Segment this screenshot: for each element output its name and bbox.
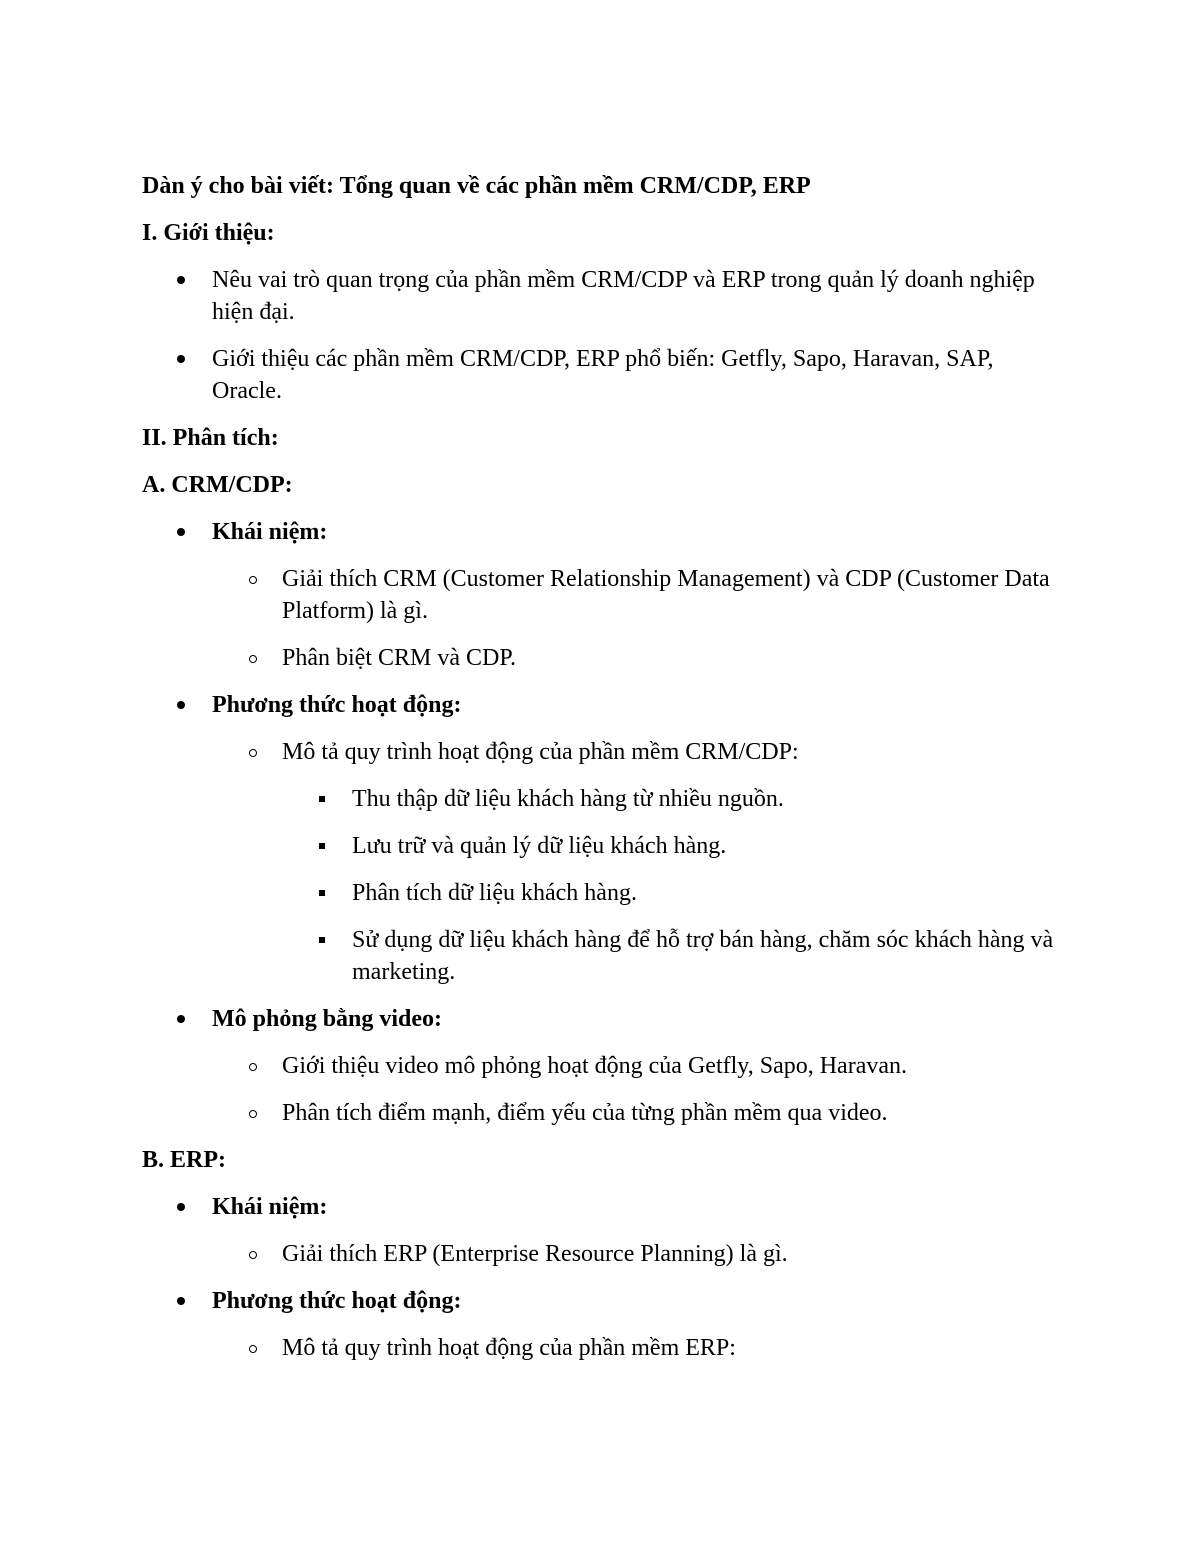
subsection-a-list (142, 516, 1062, 1129)
list-item: Mô tả quy trình hoạt động của phần mềm ERP: (212, 1332, 1062, 1364)
operation-sublist (212, 736, 1062, 988)
document-title: Dàn ý cho bài viết: Tổng quan về các phần mềm CRM/CDP, ERP (142, 173, 811, 199)
list-item: Giải thích ERP (Enterprise Resource Planning) là gì. (212, 1238, 1062, 1270)
subsection-a-heading: A. CRM/CDP: (142, 472, 293, 498)
step-item: Lưu trữ và quản lý dữ liệu khách hàng. (282, 830, 1062, 862)
list-item: Giải thích CRM (Customer Relationship Management) và CDP (Customer Data Platform) là gì. (212, 563, 1062, 627)
list-item: Nêu vai trò quan trọng của phần mềm CRM/CDP và ERP trong quản lý doanh nghiệp hiện đại. (142, 264, 1062, 328)
operation-steps (282, 783, 1062, 988)
section-2-heading: II. Phân tích: (142, 425, 279, 451)
list-item: Mô tả quy trình hoạt động của phần mềm CRM/CDP: Thu thập dữ liệu khách hàng từ nhiều nguồn. Lưu trữ và quản lý dữ liệu khách hàng. Phân tích dữ liệu khách hàng. Sử dụng dữ liệu khách hàng để hỗ trợ bán hàng, chăm sóc khách hàng và marketing. (212, 736, 1062, 988)
video-item: Mô phỏng bằng video: Giới thiệu video mô phỏng hoạt động của Getfly, Sapo, Haravan. Phân tích điểm mạnh, điểm yếu của từng phần mềm qua video. (142, 1003, 1062, 1129)
step-item: Phân tích dữ liệu khách hàng. (282, 877, 1062, 909)
list-item: Phân biệt CRM và CDP. (212, 642, 1062, 674)
video-sublist (212, 1050, 1062, 1129)
step-item: Thu thập dữ liệu khách hàng từ nhiều nguồn. (282, 783, 1062, 815)
operation-sublist (212, 1332, 1062, 1364)
list-item: Phân tích điểm mạnh, điểm yếu của từng phần mềm qua video. (212, 1097, 1062, 1129)
subsection-b-list (142, 1191, 1062, 1364)
concept-item: Khái niệm: Giải thích CRM (Customer Relationship Management) và CDP (Customer Data Platform) là gì. Phân biệt CRM và CDP. (142, 516, 1062, 674)
section-1-heading: I. Giới thiệu: (142, 220, 275, 246)
list-item: Giới thiệu các phần mềm CRM/CDP, ERP phổ biến: Getfly, Sapo, Haravan, SAP, Oracle. (142, 343, 1062, 407)
step-item: Sử dụng dữ liệu khách hàng để hỗ trợ bán hàng, chăm sóc khách hàng và marketing. (282, 924, 1062, 988)
operation-item: Phương thức hoạt động: Mô tả quy trình hoạt động của phần mềm ERP: (142, 1285, 1062, 1364)
concept-item: Khái niệm: Giải thích ERP (Enterprise Resource Planning) là gì. (142, 1191, 1062, 1270)
operation-item: Phương thức hoạt động: Mô tả quy trình hoạt động của phần mềm CRM/CDP: Thu thập dữ liệu khách hàng từ nhiều nguồn. Lưu trữ và quản lý dữ liệu khách hàng. Phân tích dữ liệu khách hàng. Sử dụng dữ liệu khách hàng để hỗ trợ bán hàng, chăm sóc khách hàng và marketing. (142, 689, 1062, 988)
subsection-b-heading: B. ERP: (142, 1147, 226, 1173)
concept-sublist (212, 1238, 1062, 1270)
document-page (142, 170, 1062, 1379)
section-1-list (142, 264, 1062, 407)
concept-sublist (212, 563, 1062, 674)
list-item: Giới thiệu video mô phỏng hoạt động của Getfly, Sapo, Haravan. (212, 1050, 1062, 1082)
